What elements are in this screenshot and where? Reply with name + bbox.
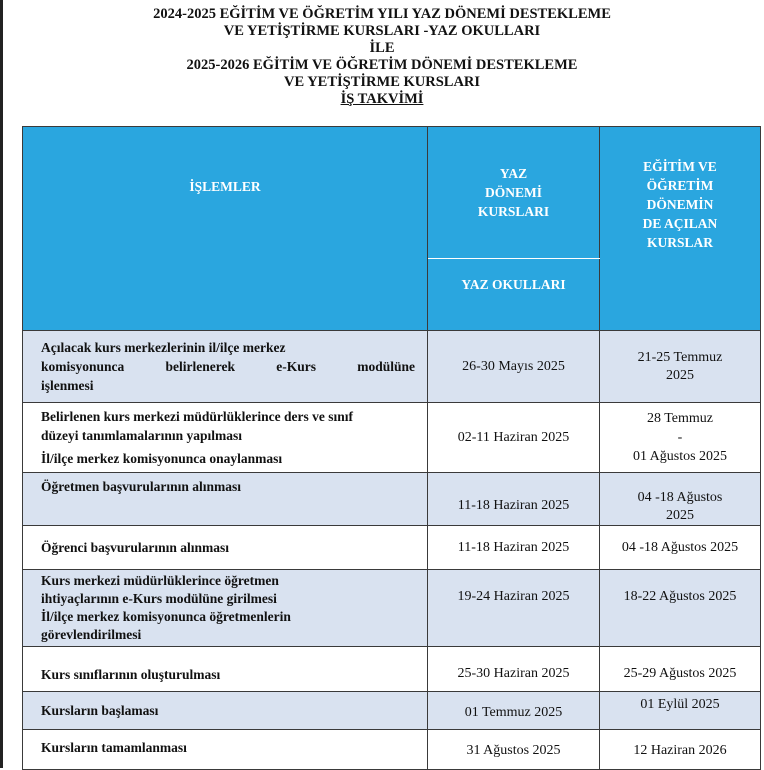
operation-text: İl/ilçe merkez komisyonunca onaylanması (41, 451, 283, 466)
title-line-4: 2025-2026 EĞİTİM VE ÖĞRETİM DÖNEMİ DESTEKLEME (186, 57, 578, 73)
operation-text: Açılacak kurs merkezlerinin il/ilçe merkez (41, 340, 286, 355)
summer-date-cell (428, 403, 600, 473)
title-line-3: İLE (369, 40, 395, 56)
table-row (23, 730, 761, 770)
operation-text: ihtiyaçlarının e-Kurs modülüne girilmesi (41, 591, 277, 606)
operation-cell (23, 570, 428, 647)
title-line-1: 2024-2025 EĞİTİM VE ÖĞRETİM YILI YAZ DÖNEMİ DESTEKLEME (153, 6, 611, 22)
summer-date-cell (428, 526, 600, 570)
operation-cell (23, 331, 428, 403)
term-date: 25-29 Ağustos 2025 (623, 666, 737, 681)
term-date: - (677, 430, 683, 445)
table-row (23, 647, 761, 692)
summer-date-cell (428, 730, 600, 770)
header-operations (23, 127, 428, 331)
header-summer-courses (428, 127, 600, 259)
table-row (23, 403, 761, 473)
operation-cell (23, 730, 428, 770)
term-date: 18-22 Ağustos 2025 (623, 589, 737, 604)
summer-date: 31 Ağustos 2025 (466, 743, 561, 758)
term-date: 04 -18 Ağustos 2025 (621, 539, 739, 555)
table-row (23, 331, 761, 403)
operation-text: Kurs sınıflarının oluşturulması (41, 666, 221, 682)
operation-text: Öğretmen başvurularının alınması (41, 479, 242, 494)
term-date: 12 Haziran 2026 (633, 743, 727, 758)
header-summer-line-1: YAZ (499, 166, 528, 181)
header-summer-schools (428, 259, 600, 331)
term-date-cell (600, 692, 761, 730)
left-border-line (0, 0, 3, 768)
term-date: 2025 (666, 508, 694, 523)
header-summer-line-3: KURSLARI (477, 204, 550, 219)
operation-text: işlenmesi (41, 378, 94, 393)
operation-text: Belirlenen kurs merkezi müdürlüklerince ders ve sınıf (41, 409, 353, 424)
header-operations-label: İŞLEMLER (189, 179, 261, 194)
operation-text: görevlendirilmesi (41, 627, 142, 642)
header-term-line-1: EĞİTİM VE (643, 159, 717, 174)
table-row (23, 570, 761, 647)
summer-date: 02-11 Haziran 2025 (457, 429, 570, 445)
operation-text: Öğrenci başvurularının alınması (41, 540, 230, 555)
summer-date-cell (428, 331, 600, 403)
operation-text: İl/ilçe merkez komisyonunca öğretmenlerin (41, 609, 291, 624)
operation-cell (23, 473, 428, 526)
table-row (23, 692, 761, 730)
summer-date: 11-18 Haziran 2025 (457, 498, 570, 513)
term-date-cell (600, 331, 761, 403)
summer-date-cell (428, 647, 600, 692)
header-summer-line-2: DÖNEMİ (485, 185, 542, 200)
term-date-cell (600, 403, 761, 473)
operation-text: komisyonunca belirlenerek e-Kurs modülüne (41, 359, 415, 374)
operation-text: Kursların başlaması (41, 703, 159, 718)
header-term-courses (600, 127, 761, 331)
work-calendar-table (22, 126, 761, 770)
term-date: 21-25 Temmuz (637, 349, 723, 365)
summer-date-cell (428, 473, 600, 526)
summer-date: 25-30 Haziran 2025 (457, 666, 570, 681)
term-date-cell (600, 647, 761, 692)
term-date-cell (600, 570, 761, 647)
term-date: 01 Eylül 2025 (640, 697, 720, 712)
title-line-5: VE YETİŞTİRME KURSLARI (283, 74, 481, 90)
term-date-cell (600, 730, 761, 770)
header-term-line-2: ÖĞRETİM (646, 178, 714, 193)
operation-text: düzeyi tanımlamalarının yapılması (41, 428, 243, 443)
operation-text: Kursların tamamlanması (41, 740, 187, 755)
term-date: 28 Temmuz (646, 411, 714, 426)
header-row (23, 127, 761, 259)
term-date: 2025 (666, 367, 694, 383)
summer-date: 19-24 Haziran 2025 (457, 589, 570, 604)
term-date: 04 -18 Ağustos (637, 490, 723, 505)
header-term-line-5: KURSLAR (646, 235, 713, 250)
summer-date: 26-30 Mayıs 2025 (462, 358, 565, 374)
table-row (23, 473, 761, 526)
operation-text: Kurs merkezi müdürlüklerince öğretmen (41, 573, 279, 588)
term-date: 01 Ağustos 2025 (632, 449, 728, 464)
summer-date-cell (428, 692, 600, 730)
header-term-line-4: DE AÇILAN (642, 216, 718, 231)
title-line-2: VE YETİŞTİRME KURSLARI -YAZ OKULLARI (223, 23, 541, 39)
summer-date-cell (428, 570, 600, 647)
operation-cell (23, 403, 428, 473)
document-title (0, 6, 764, 108)
header-term-line-3: DÖNEMİN (646, 197, 714, 212)
operation-cell (23, 692, 428, 730)
table-row (23, 526, 761, 570)
operation-cell (23, 526, 428, 570)
header-summer-schools-label: YAZ OKULLARI (461, 277, 566, 292)
operation-cell (23, 647, 428, 692)
term-date-cell (600, 473, 761, 526)
summer-date: 01 Temmuz 2025 (464, 704, 563, 720)
term-date-cell (600, 526, 761, 570)
summer-date: 11-18 Haziran 2025 (457, 539, 570, 555)
title-line-6: İŞ TAKVİMİ (340, 91, 424, 107)
